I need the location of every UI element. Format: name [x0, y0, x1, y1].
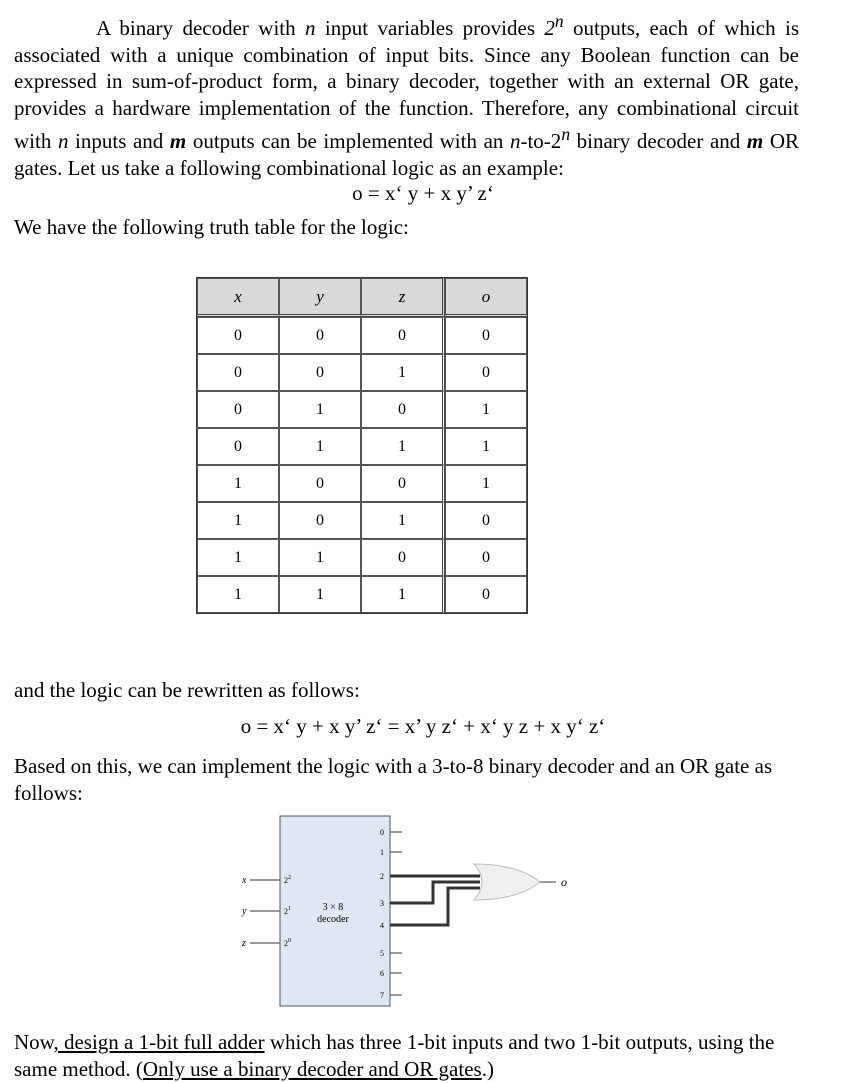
task-text: which has three 1-bit inputs and two 1-bit outputs, using the same method. ( — [14, 1030, 775, 1081]
cell: 0 — [361, 465, 445, 502]
table-row — [197, 576, 527, 613]
input-y-label: y — [242, 906, 247, 917]
intro-text-6: -to-2 — [520, 129, 562, 153]
task-paragraph — [14, 1029, 799, 1082]
intro-text-3: outputs, each of which is associated with a unique combination of input bits. Since any Boolean function can be expressed in sum-of-product form, a binary decoder, together with an external OR gate, provides a hardware implementation of the function. Therefore, any combinational circuit with — [14, 16, 800, 153]
cell: 0 — [279, 317, 361, 354]
header-o: o — [445, 278, 527, 317]
cell: 0 — [197, 354, 279, 391]
intro-text-8: OR gates. Let us take a following combinational logic as an example: — [14, 129, 799, 180]
output-label-7: 7 — [380, 991, 384, 1000]
cell: 1 — [445, 465, 527, 502]
cell: 1 — [361, 502, 445, 539]
cell: 0 — [361, 539, 445, 576]
decoder-label-size: 3 × 8 — [322, 902, 344, 913]
cell: 1 — [279, 576, 361, 613]
cell: 0 — [445, 354, 527, 391]
truth-table-header — [197, 278, 527, 317]
two: 2 — [544, 16, 555, 40]
cell: 1 — [279, 428, 361, 465]
sup-n: n — [554, 11, 564, 31]
cell: 1 — [361, 576, 445, 613]
equation-1: o = x‘ y + x y’ z‘ — [352, 181, 494, 205]
var-n-2: n — [57, 129, 69, 153]
cell: 1 — [279, 391, 361, 428]
intro-text-2: input variables provides — [315, 16, 545, 40]
intro-text-4: inputs and — [68, 129, 170, 153]
output-label-5: 5 — [380, 949, 384, 958]
weight-2-1: $2^1$ — [284, 906, 291, 916]
sup-n-2: n — [561, 124, 571, 144]
decoder-diagram — [228, 812, 588, 1012]
output-label-1: 1 — [380, 848, 384, 857]
unused-output-wires — [390, 832, 402, 995]
table-row — [197, 428, 527, 465]
cell: 0 — [361, 317, 445, 354]
cell: 0 — [197, 428, 279, 465]
output-label-2: 2 — [380, 872, 384, 881]
cell: 1 — [445, 391, 527, 428]
output-label-4: 4 — [380, 921, 384, 930]
or-output-label: o — [561, 875, 567, 889]
header-y: y — [279, 278, 361, 317]
cell: 0 — [197, 317, 279, 354]
cell: 0 — [197, 391, 279, 428]
var-n: n — [305, 16, 316, 40]
equation-2: o = x‘ y + x y’ z‘ = x’ y z‘ + x‘ y z + x y‘ z‘ — [240, 714, 606, 738]
table-row — [197, 465, 527, 502]
implement-paragraph: Based on this, we can implement the logic with a 3-to-8 binary decoder and an OR gate as follows: — [14, 754, 773, 805]
cell: 1 — [279, 539, 361, 576]
cell: 1 — [197, 539, 279, 576]
table-row — [197, 502, 527, 539]
var-n-3: n — [509, 129, 521, 153]
input-x-label: x — [242, 875, 247, 886]
output-label-3: 3 — [380, 899, 384, 908]
var-m-2: m — [746, 129, 764, 153]
truth-table — [196, 277, 528, 614]
truth-intro: We have the following truth table for the logic: — [14, 215, 409, 239]
table-row — [197, 317, 527, 354]
constraint-link: Only use a binary decoder and OR gates — [142, 1056, 482, 1081]
cell: 1 — [445, 428, 527, 465]
or-input-wires — [390, 876, 480, 925]
intro-text-1: A binary decoder with — [96, 16, 306, 40]
cell: 0 — [445, 502, 527, 539]
cell: 1 — [197, 502, 279, 539]
task-now: Now — [14, 1030, 54, 1054]
cell: 0 — [361, 391, 445, 428]
weight-2-2: $2^2$ — [284, 875, 291, 885]
cell: 0 — [279, 354, 361, 391]
cell: 0 — [445, 576, 527, 613]
table-row — [197, 539, 527, 576]
cell: 1 — [197, 576, 279, 613]
table-row — [197, 354, 527, 391]
cell: 0 — [279, 465, 361, 502]
cell: 0 — [279, 502, 361, 539]
header-z: z — [361, 278, 445, 317]
task-end: .) — [481, 1056, 494, 1081]
intro-text-7: binary decoder and — [570, 129, 747, 153]
cell: 1 — [361, 428, 445, 465]
intro-text-5: outputs can be implemented with an — [186, 129, 510, 153]
header-x: x — [197, 278, 279, 317]
cell: 0 — [445, 317, 527, 354]
table-row — [197, 391, 527, 428]
rewrite-intro: and the logic can be rewritten as follows: — [14, 678, 360, 702]
or-gate — [474, 864, 540, 900]
input-z-label: z — [242, 938, 246, 949]
cell: 0 — [445, 539, 527, 576]
weight-2-0: $2^0$ — [284, 938, 291, 948]
output-label-0: 0 — [380, 828, 384, 837]
cell: 1 — [361, 354, 445, 391]
full-adder-link: , design a 1-bit full adder — [53, 1030, 265, 1054]
decoder-label-name: decoder — [317, 914, 349, 925]
var-m: m — [169, 129, 187, 153]
intro-paragraph — [14, 8, 799, 181]
cell: 1 — [197, 465, 279, 502]
output-label-6: 6 — [380, 969, 384, 978]
